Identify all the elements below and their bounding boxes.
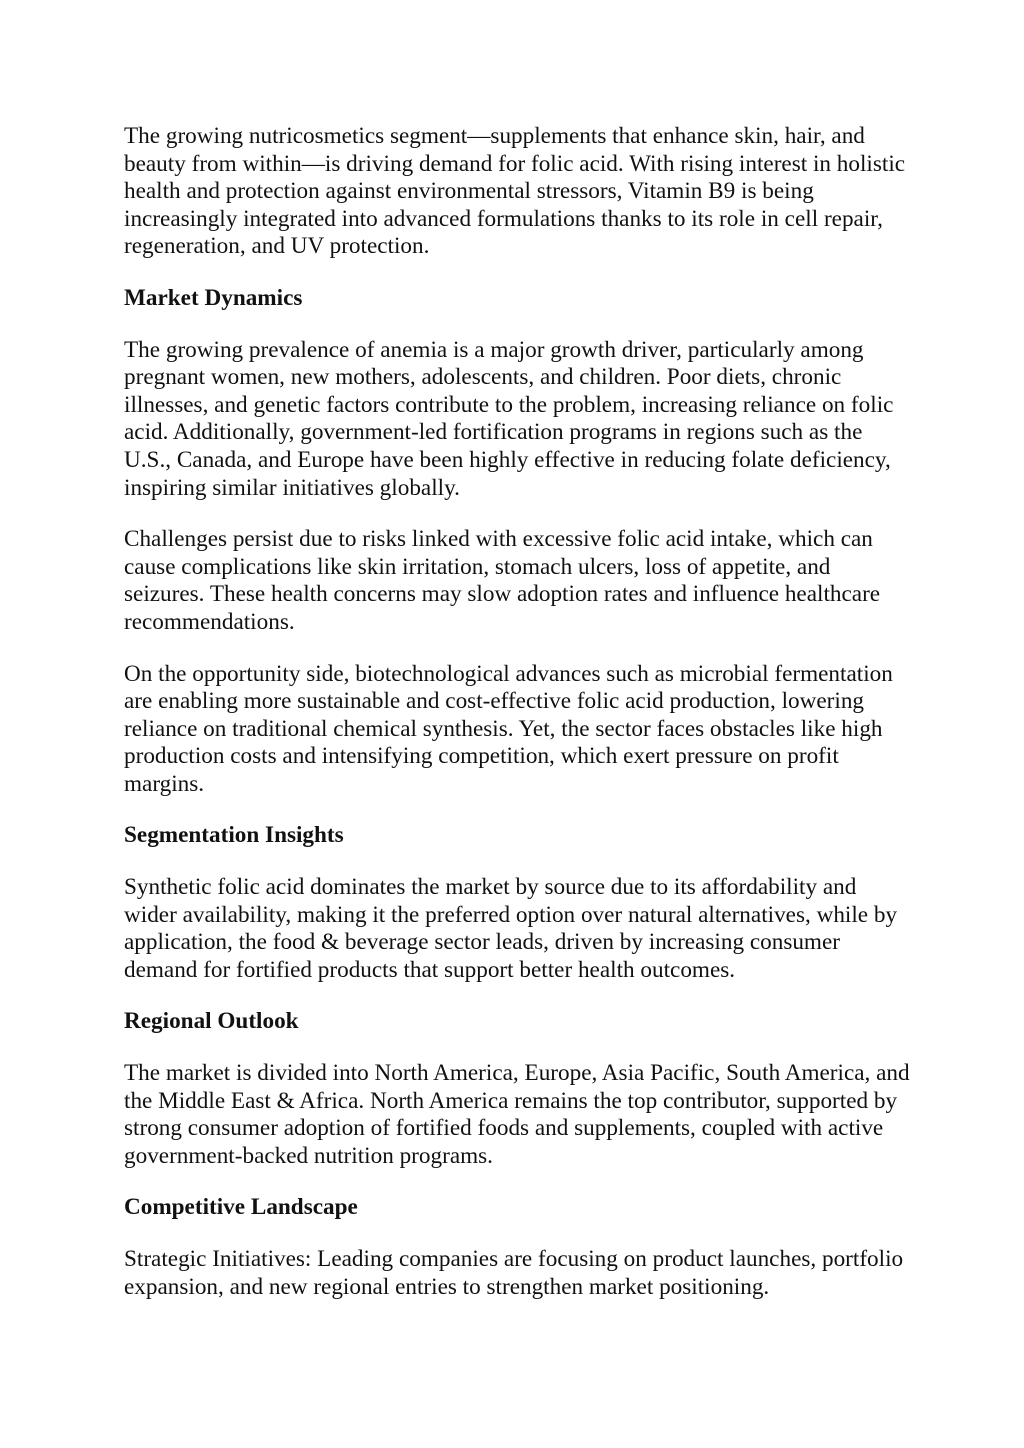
section-heading-segmentation-insights: Segmentation Insights	[124, 822, 344, 849]
intro-paragraph: The growing nutricosmetics segment—supplements that enhance skin, hair, and beauty from within—is driving demand for folic acid. With rising interest in holistic health and protection against environmental stressors, Vitamin B9 is being increasingly integrated into advanced formulations thanks to its role in cell repair, regeneration, and UV protection.	[124, 123, 906, 260]
market-challenges-paragraph: Challenges persist due to risks linked with excessive folic acid intake, which can cause complications like skin irritation, stomach ulcers, loss of appetite, and seizures. These health concerns may slow adoption rates and influence healthcare recommendations.	[124, 526, 881, 635]
competitive-paragraph: Strategic Initiatives: Leading companies are focusing on product launches, portfolio expansion, and new regional entries to strengthen market positioning.	[124, 1246, 904, 1300]
section-heading-regional-outlook: Regional Outlook	[124, 1008, 299, 1035]
regional-paragraph: The market is divided into North America, Europe, Asia Pacific, South America, and the Middle East & Africa. North America remains the top contributor, supported by strong consumer adoption of fortified foods and supplements, coupled with active government-backed nutrition programs.	[124, 1060, 910, 1169]
segmentation-paragraph: Synthetic folic acid dominates the market by source due to its affordability and wider availability, making it the preferred option over natural alternatives, while by application, the food & beverage sector leads, driven by increasing consumer demand for fortified products that support better health outcomes.	[124, 874, 898, 983]
section-heading-market-dynamics: Market Dynamics	[124, 284, 303, 311]
market-opportunities-paragraph: On the opportunity side, biotechnological advances such as microbial fermentation are enabling more sustainable and cost-effective folic acid production, lowering reliance on traditional chemical synthesis. Yet, the sector faces obstacles like high production costs and intensifying competition, which exert pressure on profit margins.	[124, 660, 893, 797]
market-drivers-paragraph: The growing prevalence of anemia is a major growth driver, particularly among pregnant women, new mothers, adolescents, and children. Poor diets, chronic illnesses, and genetic factors contribute to the problem, increasing reliance on folic acid. Additionally, government-led fortification programs in regions such as the U.S., Canada, and Europe have been highly effective in reducing folate deficiency, inspiring similar initiatives globally.	[124, 336, 894, 501]
section-heading-competitive-landscape: Competitive Landscape	[124, 1194, 358, 1221]
document-body	[124, 123, 914, 1325]
